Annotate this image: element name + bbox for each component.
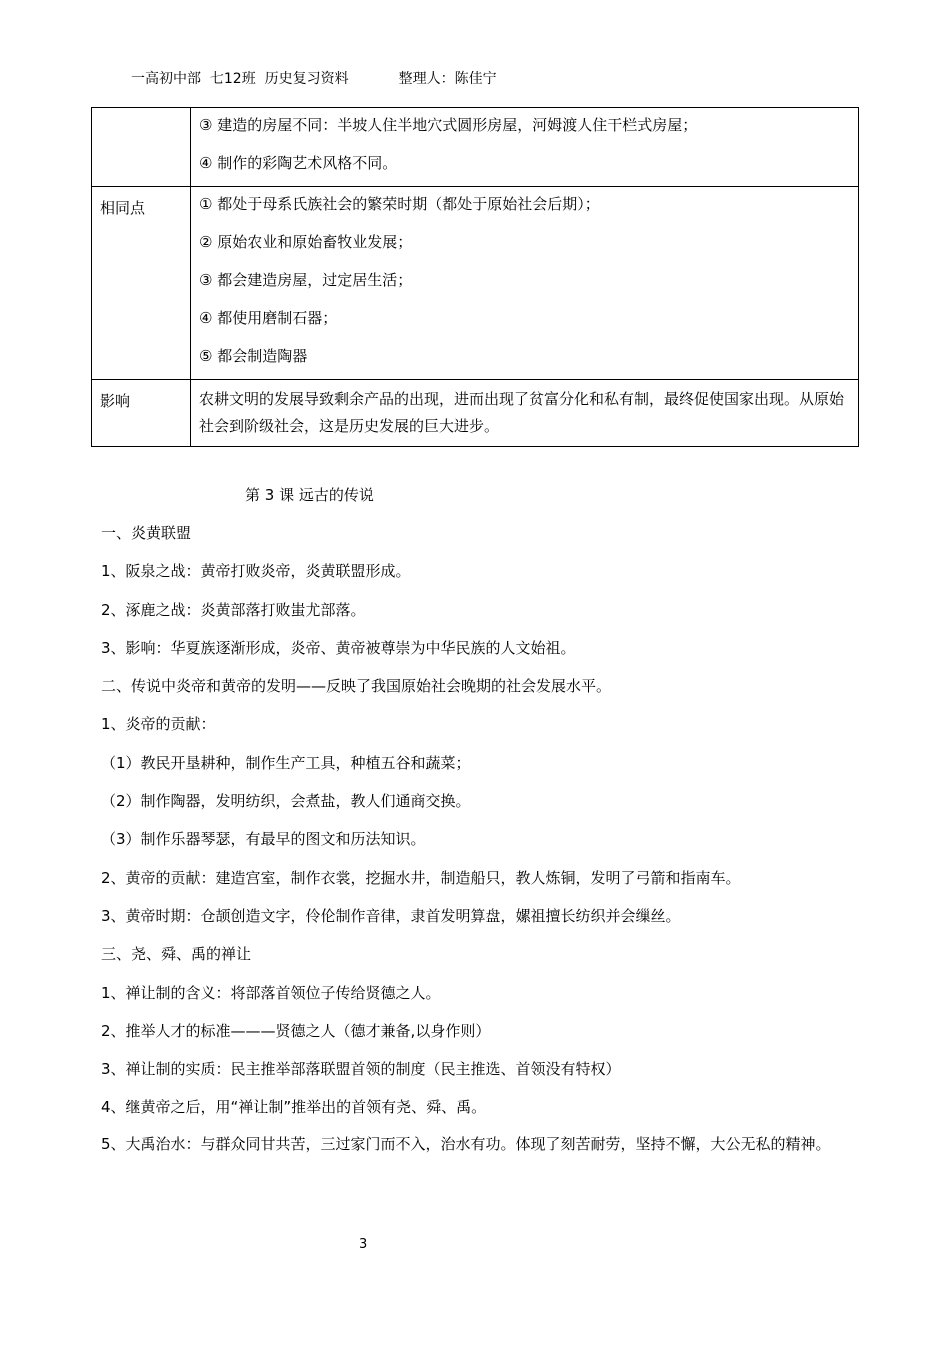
text-line: 1、阪泉之战：黄帝打败炎帝，炎黄联盟形成。 [101, 562, 411, 581]
text-line: 2、推举人才的标准———贤德之人（德才兼备,以身作则） [101, 1021, 491, 1040]
lesson-body [101, 480, 861, 1158]
table-line: ④ 都使用磨制石器； [199, 309, 338, 327]
text-line: 2、黄帝的贡献：建造宫室，制作衣裳，挖掘水井，制造船只，教人炼铜，发明了弓箭和指南车。 [101, 868, 741, 887]
page-header [131, 68, 497, 88]
row-label-similarities: 相同点 [92, 187, 191, 380]
text-line: 1、炎帝的贡献： [101, 715, 216, 734]
text-line: （3）制作乐器琴瑟，有最早的图文和历法知识。 [101, 830, 426, 849]
table-row [92, 108, 859, 187]
header-right: 整理人：陈佳宁 [398, 71, 497, 87]
table-line: ⑤ 都会制造陶器 [199, 347, 308, 365]
table-line: ① 都处于母系氏族社会的繁荣时期（都处于原始社会后期）； [199, 195, 600, 213]
row-content [191, 380, 859, 447]
text-line: 4、继黄帝之后，用“禅让制”推举出的首领有尧、舜、禹。 [101, 1098, 487, 1117]
text-line: 2、涿鹿之战：炎黄部落打败蚩尤部落。 [101, 600, 366, 619]
text-paragraph: 5、大禹治水：与群众同甘共苦，三过家门而不入，治水有功。体现了刻苦耐劳，坚持不懈，大公无私的精神。 [101, 1134, 831, 1153]
row-content [191, 187, 859, 380]
table-line: ② 原始农业和原始畜牧业发展； [199, 233, 413, 251]
table-row [92, 380, 859, 447]
text-line: （1）教民开垦耕种，制作生产工具，种植五谷和蔬菜； [101, 753, 471, 772]
section-heading: 一、炎黄联盟 [101, 524, 192, 542]
section-heading: 二、传说中炎帝和黄帝的发明——反映了我国原始社会晚期的社会发展水平。 [101, 677, 612, 696]
page-number: 3 [359, 1237, 368, 1252]
section-heading: 三、尧、舜、禹的禅让 [101, 945, 252, 964]
header-left: 一高初中部 七12班 历史复习资料 [131, 71, 349, 87]
comparison-table [91, 107, 859, 447]
text-line: 3、禅让制的实质：民主推举部落联盟首领的制度（民主推选、首领没有特权） [101, 1060, 621, 1079]
table-line: ④ 制作的彩陶艺术风格不同。 [199, 154, 398, 172]
table-line: ③ 建造的房屋不同：半坡人住半地穴式圆形房屋，河姆渡人住干栏式房屋； [199, 116, 698, 134]
row-label-influence: 影响 [92, 380, 191, 447]
text-line: 3、黄帝时期：仓颉创造文字，伶伦制作音律，隶首发明算盘，嫘祖擅长纺织并会缫丝。 [101, 906, 681, 925]
table-row [92, 187, 859, 380]
table-line: ③ 都会建造房屋，过定居生活； [199, 271, 413, 289]
row-label [92, 108, 191, 187]
text-line: 1、禅让制的含义：将部落首领位子传给贤德之人。 [101, 983, 441, 1002]
row-content [191, 108, 859, 187]
table-paragraph: 农耕文明的发展导致剩余产品的出现，进而出现了贫富分化和私有制，最终促使国家出现。从原始社会到阶级社会，这是历史发展的巨大进步。 [199, 390, 845, 435]
lesson-title: 第 3 课 远古的传说 [245, 486, 374, 504]
text-line: （2）制作陶器，发明纺织，会煮盐，教人们通商交换。 [101, 792, 471, 811]
text-line: 3、影响：华夏族逐渐形成，炎帝、黄帝被尊崇为中华民族的人文始祖。 [101, 638, 576, 657]
